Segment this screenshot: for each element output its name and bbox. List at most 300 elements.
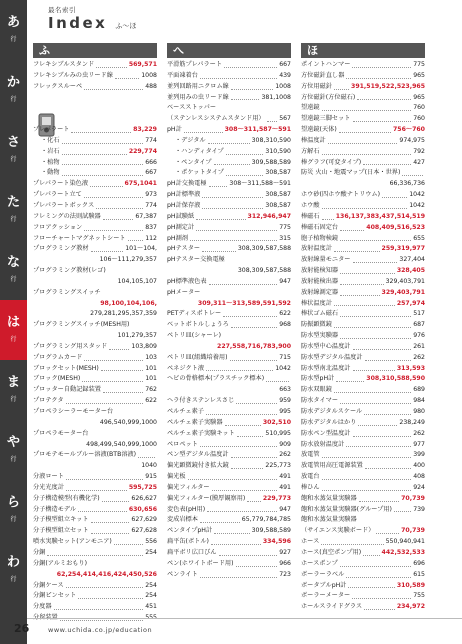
index-entry (33, 71, 157, 82)
entry-pages: 687 (413, 321, 425, 329)
leader-dots (214, 158, 250, 166)
tab-gyou: 行 (10, 156, 17, 163)
index-entry (301, 353, 425, 364)
leader-dots (224, 60, 277, 68)
entry-name: 変成岩標本 (167, 516, 198, 524)
leader-dots (376, 526, 399, 534)
index-entry (33, 288, 157, 299)
index-tab-3[interactable] (0, 180, 27, 240)
index-entry (167, 418, 291, 429)
entry-name: 放電管用高圧電源装置 (301, 462, 363, 470)
entry-name: ・動物 (41, 169, 60, 177)
index-entry (167, 223, 291, 234)
index-entry (33, 234, 157, 245)
entry-pages: 723 (279, 570, 291, 578)
index-entry (301, 82, 425, 93)
entry-name: ・ペンタイプ (175, 158, 212, 166)
leader-dots (207, 505, 277, 513)
entry-pages: 556 (145, 538, 157, 546)
entry-name: 棒状ゴム磁石 (301, 310, 339, 318)
entry-pages: 491 (279, 473, 291, 481)
leader-dots (231, 320, 277, 328)
index-entry (167, 461, 291, 472)
entry-name: 棒温度計 (301, 136, 326, 144)
entry-pages: 408,409,516,523 (366, 223, 425, 231)
entry-name: pH測定計 (167, 223, 195, 231)
leader-dots (218, 103, 289, 111)
entry-name: 方位磁針(方位磁石) (301, 93, 356, 101)
entry-pages: 977 (413, 440, 425, 448)
entry-name: 棒ひん (301, 483, 320, 491)
index-entry (301, 168, 425, 179)
index-entry (33, 559, 157, 570)
index-entry (33, 461, 157, 472)
leader-dots (211, 537, 261, 545)
tab-gyou: 行 (10, 396, 17, 403)
entry-name: 望遠鏡三脚セット (301, 115, 351, 123)
index-entry (33, 299, 157, 310)
index-entry (301, 548, 425, 559)
entry-name: 防水型デジタル温度計 (301, 353, 363, 361)
entry-name: 放電管 (301, 451, 320, 459)
entry-pages: 308,587 (265, 169, 291, 177)
entry-name: プログラミングスイッチ(MESH用) (33, 321, 130, 329)
index-entry (167, 559, 291, 570)
entry-name: ・岩石 (41, 147, 60, 155)
index-entry (33, 331, 157, 342)
index-entry (33, 201, 157, 212)
entry-pages: 67,387 (135, 212, 157, 220)
entry-pages: 103,809 (131, 342, 157, 350)
entry-name: 分銅ピンセット (33, 592, 77, 600)
leader-dots (231, 450, 278, 458)
entry-name: プログラムカード (33, 353, 83, 361)
entry-name: ペネジクト液 (167, 364, 205, 372)
entry-pages: 451 (145, 603, 157, 611)
leader-dots (35, 255, 98, 263)
index-entry (167, 147, 291, 158)
leader-dots (339, 125, 391, 133)
index-entry (301, 374, 425, 385)
leader-dots (364, 407, 411, 415)
index-entry (301, 234, 425, 245)
leader-dots (71, 125, 131, 133)
leader-dots (359, 494, 399, 502)
entry-pages: 302,510 (262, 418, 291, 426)
leader-dots (365, 461, 411, 469)
leader-dots (353, 429, 412, 437)
entry-pages: 837 (145, 223, 157, 231)
index-entry (167, 71, 291, 82)
index-entry (33, 440, 157, 451)
entry-name: プレパラートボックス (33, 201, 95, 209)
entry-pages: 308,587 (265, 201, 291, 209)
index-entry (33, 472, 157, 483)
index-entry (301, 591, 425, 602)
tab-kana: ま (6, 375, 20, 390)
entry-name: プロモテモールブルー溶液(BTB溶液) (33, 451, 137, 459)
leader-dots (322, 483, 412, 491)
entry-pages: 225,773 (265, 462, 291, 470)
tab-kana: ら (6, 495, 20, 510)
leader-dots (353, 255, 398, 263)
index-entry (33, 570, 157, 581)
index-entry (301, 103, 425, 114)
entry-name: ホールスライドグラス (301, 603, 363, 611)
leader-dots (340, 396, 411, 404)
entry-pages: 762 (145, 386, 157, 394)
entry-pages: 755 (413, 592, 425, 600)
index-column-ho (301, 60, 425, 613)
entry-pages: 308〜311,588〜591 (229, 180, 291, 188)
entry-name: ヘラ付きステンレスさじ (167, 397, 235, 405)
leader-dots (202, 244, 236, 252)
index-tab-0[interactable] (0, 0, 27, 60)
index-tab-9[interactable] (0, 540, 27, 600)
entry-pages: 976 (413, 332, 425, 340)
index-entry (33, 418, 157, 429)
leader-dots (196, 223, 277, 231)
index-entry (167, 103, 291, 114)
leader-dots (226, 168, 264, 176)
entry-name: 望遠鏡(天体) (301, 126, 337, 134)
entry-pages: 229,774 (128, 147, 157, 155)
entry-name: 分留装置 (33, 614, 58, 622)
index-entry (167, 515, 291, 526)
tab-kana: か (6, 75, 20, 90)
index-entry (167, 429, 291, 440)
index-entry (33, 581, 157, 592)
entry-pages: 262 (279, 451, 291, 459)
leader-dots (96, 60, 127, 68)
leader-dots (206, 407, 277, 415)
index-entry (167, 114, 291, 125)
entry-name: 棒状温度計 (301, 299, 332, 307)
leader-dots (358, 418, 397, 426)
leader-dots (96, 201, 143, 209)
leader-dots (214, 526, 249, 534)
entry-pages: 257,974 (396, 299, 425, 307)
entry-pages: 279,281,295,357,359 (90, 310, 157, 318)
entry-name: 分度器 (33, 603, 52, 611)
index-tab-6[interactable] (0, 360, 27, 420)
entry-name: ・植物 (41, 158, 60, 166)
entry-pages: 308,587 (265, 191, 291, 199)
entry-name: プレパラート立て (33, 191, 82, 199)
entry-pages: 62,254,414,416,424,450,526 (56, 570, 157, 578)
entry-pages: 550,940,941 (385, 538, 425, 546)
index-entry (33, 364, 157, 375)
entry-pages: 663 (279, 386, 291, 394)
entry-name: 方位用磁針 (301, 82, 332, 90)
entry-pages: 261 (413, 342, 425, 350)
entry-pages: 400 (413, 462, 425, 470)
index-entry (301, 288, 425, 299)
index-entry (301, 147, 425, 158)
index-entry (167, 374, 291, 385)
leader-dots (267, 114, 278, 122)
entry-pages: 1040 (141, 462, 157, 470)
leader-dots (202, 288, 289, 296)
entry-pages: 927 (279, 548, 291, 556)
leader-dots (340, 331, 411, 339)
index-entry (301, 418, 425, 429)
index-entry (301, 190, 425, 201)
entry-name: 分液ロート (33, 473, 64, 481)
entry-name: 防水放射温度計 (301, 440, 345, 448)
title-range: ふ～ほ (115, 22, 137, 30)
entry-pages: 980 (413, 408, 425, 415)
index-entry (167, 505, 291, 516)
entry-name: 防水型中心温度計 (301, 342, 351, 350)
entry-pages: 98,100,104,106, (100, 299, 157, 307)
entry-name: 偏光フィルター (167, 483, 210, 491)
index-entry (167, 82, 291, 93)
index-entry (167, 158, 291, 169)
leader-dots (184, 125, 223, 133)
index-entry (301, 93, 425, 104)
entry-name: pHテスター (167, 245, 201, 253)
leader-dots (334, 299, 395, 307)
leader-dots (363, 158, 411, 166)
entry-pages: 488 (145, 82, 157, 90)
leader-dots (202, 201, 263, 209)
index-entry (167, 60, 291, 71)
entry-name: ペトリ皿(組織培養用) (167, 353, 228, 361)
entry-pages: 774 (145, 136, 157, 144)
entry-name: ポイントハンマー (301, 61, 351, 68)
index-tab-5[interactable] (0, 300, 27, 360)
index-entry (167, 255, 291, 266)
entry-pages: 238,249 (399, 418, 425, 426)
leader-dots (322, 103, 412, 111)
entry-name: 放射温度計 (301, 245, 332, 253)
entry-name: ベットボトルしょうろ (167, 321, 229, 329)
leader-dots (35, 570, 55, 578)
index-entry (33, 147, 157, 158)
leader-dots (138, 450, 155, 458)
leader-dots (340, 234, 411, 242)
index-entry (301, 201, 425, 212)
leader-dots (60, 613, 143, 621)
entry-name: ペンライト (167, 570, 198, 578)
index-entry (301, 385, 425, 396)
entry-name: （ステンレスシステムスタンド用） (167, 115, 265, 123)
entry-name: 分銅 (33, 548, 46, 556)
leader-dots (169, 266, 236, 274)
leader-dots (223, 331, 289, 339)
leader-dots (340, 223, 364, 231)
entry-pages: 715 (279, 353, 291, 361)
entry-pages: 909 (279, 440, 291, 448)
entry-pages: 622 (145, 397, 157, 405)
entry-pages: 739 (413, 505, 425, 513)
entry-name: ボータブルpH計 (301, 581, 347, 589)
leader-dots (128, 234, 144, 242)
entry-pages: 254 (145, 581, 157, 589)
leader-dots (266, 374, 289, 382)
footer-url[interactable]: www.uchida.co.jp/education (48, 626, 153, 634)
entry-pages: 309,311〜313,589,591,592 (197, 299, 291, 307)
index-entry (301, 299, 425, 310)
index-entry (301, 244, 425, 255)
entry-pages: 756〜760 (392, 126, 425, 134)
entry-pages: 667 (145, 169, 157, 177)
index-entry (33, 591, 157, 602)
entry-name: ペトリ皿(シャーレ) (167, 332, 222, 340)
index-entry (33, 526, 157, 537)
entry-pages: 510,995 (265, 429, 291, 437)
leader-dots (363, 548, 379, 556)
index-entry (301, 223, 425, 234)
column-heading-he: へ (167, 43, 291, 58)
entry-name: 飽和水蒸気量実験器 (301, 494, 357, 502)
entry-pages: 327,404 (399, 256, 425, 264)
leader-dots (82, 374, 143, 382)
entry-name: フローチャートマグネットシート (33, 234, 126, 242)
index-tab-4[interactable] (0, 240, 27, 300)
index-entry (167, 266, 291, 277)
index-entry (301, 277, 425, 288)
leader-dots (322, 472, 412, 480)
leader-dots (108, 266, 155, 274)
index-entry (167, 450, 291, 461)
entry-pages: 70,739 (401, 494, 425, 502)
leader-dots (346, 570, 411, 578)
entry-pages: 308,310,588,590 (366, 375, 425, 383)
entry-name: 偏光フィルター(膜厚観察用) (167, 494, 246, 502)
leader-dots (322, 450, 412, 458)
entry-pages: 312,946,947 (247, 212, 291, 220)
leader-dots (334, 82, 349, 90)
leader-dots (236, 559, 278, 567)
entry-pages: 66,336,736 (389, 180, 425, 188)
leader-dots (200, 440, 277, 448)
entry-pages: 959 (279, 397, 291, 405)
entry-pages: 792 (413, 147, 425, 155)
entry-name: pHメーター (167, 288, 201, 296)
index-entry (301, 581, 425, 592)
leader-dots (47, 548, 143, 556)
entry-pages: 309,588,589 (251, 527, 291, 535)
leader-dots (328, 136, 398, 144)
index-entry (167, 364, 291, 375)
entry-pages: 974,975 (399, 136, 425, 144)
index-entry (167, 234, 291, 245)
leader-dots (357, 93, 411, 101)
leader-dots (322, 201, 408, 209)
index-tab-8[interactable] (0, 480, 27, 540)
leader-dots (35, 331, 116, 339)
leader-dots (89, 559, 155, 567)
entry-name: 並列回路用ニクロム線 (167, 82, 229, 90)
index-entry (167, 212, 291, 223)
entry-pages: 667 (279, 61, 291, 68)
entry-name: プログラミングスイッチ (33, 288, 101, 296)
leader-dots (90, 429, 155, 437)
index-entry (167, 201, 291, 212)
leader-dots (231, 93, 260, 101)
index-entry (33, 168, 157, 179)
index-entry (33, 158, 157, 169)
entry-name: プレパラート染色液 (33, 180, 89, 188)
index-entry (167, 93, 291, 104)
entry-pages: 262 (413, 429, 425, 437)
entry-pages: 329,403,791 (381, 288, 425, 296)
leader-dots (78, 591, 143, 599)
entry-name: ホウ酸 (301, 201, 320, 209)
entry-pages: 308,310,590 (251, 136, 291, 144)
entry-pages: 83,229 (133, 126, 157, 134)
index-entry (33, 483, 157, 494)
index-entry (33, 385, 157, 396)
entry-name: PETディスポトレー (167, 310, 222, 318)
entry-name: 放射能検知器 (301, 267, 339, 275)
entry-pages: 328,405 (396, 267, 425, 275)
leader-dots (226, 147, 264, 155)
index-tab-1[interactable] (0, 60, 27, 120)
entry-name: フレキシブルみの虫リード線 (33, 71, 113, 79)
entry-pages: 104,105,107 (117, 277, 157, 285)
leader-dots (227, 255, 289, 263)
leader-dots (364, 602, 395, 610)
entry-pages: 399 (413, 451, 425, 459)
index-entry (33, 190, 157, 201)
leader-dots (84, 82, 143, 90)
index-entry (33, 179, 157, 190)
index-tab-2[interactable] (0, 120, 27, 180)
entry-name: pH標準液色表 (167, 277, 207, 285)
entry-name: ホース(真空ポンプ用) (301, 548, 362, 556)
leader-dots (353, 364, 395, 372)
leader-dots (209, 277, 278, 285)
entry-pages: 101 (145, 364, 157, 372)
index-entry (301, 342, 425, 353)
index-entry (301, 505, 425, 516)
entry-pages: 774 (145, 201, 157, 209)
leader-dots (35, 277, 116, 285)
index-entry (167, 125, 291, 136)
entry-pages: 965 (413, 93, 425, 101)
leader-dots (219, 548, 278, 556)
index-entry (167, 168, 291, 179)
entry-pages: 391,519,522,523,965 (351, 82, 425, 90)
entry-pages: 329,403,791 (385, 277, 425, 285)
leader-dots (352, 591, 411, 599)
index-entry (301, 526, 425, 537)
entry-name: プロペラモーター台 (33, 429, 89, 437)
entry-name: 防水デジタルはかり (301, 418, 357, 426)
entry-pages: 315 (279, 234, 291, 242)
entry-name: 分光光度計 (33, 483, 64, 491)
entry-name: プログラミング教材 (33, 245, 89, 253)
page-number: 26 (14, 622, 30, 635)
index-entry (33, 93, 157, 104)
entry-pages: 595,725 (128, 483, 157, 491)
index-entry (33, 494, 157, 505)
leader-dots (340, 288, 379, 296)
index-entry (301, 472, 425, 483)
index-entry (167, 570, 291, 581)
leader-dots (131, 320, 155, 328)
index-tab-7[interactable] (0, 420, 27, 480)
index-entry (301, 114, 425, 125)
entry-name: 分子構造モデル (33, 505, 77, 513)
leader-dots (35, 309, 88, 317)
entry-pages: 234,972 (396, 603, 425, 611)
entry-pages: 947 (279, 505, 291, 513)
index-entry (301, 515, 425, 526)
